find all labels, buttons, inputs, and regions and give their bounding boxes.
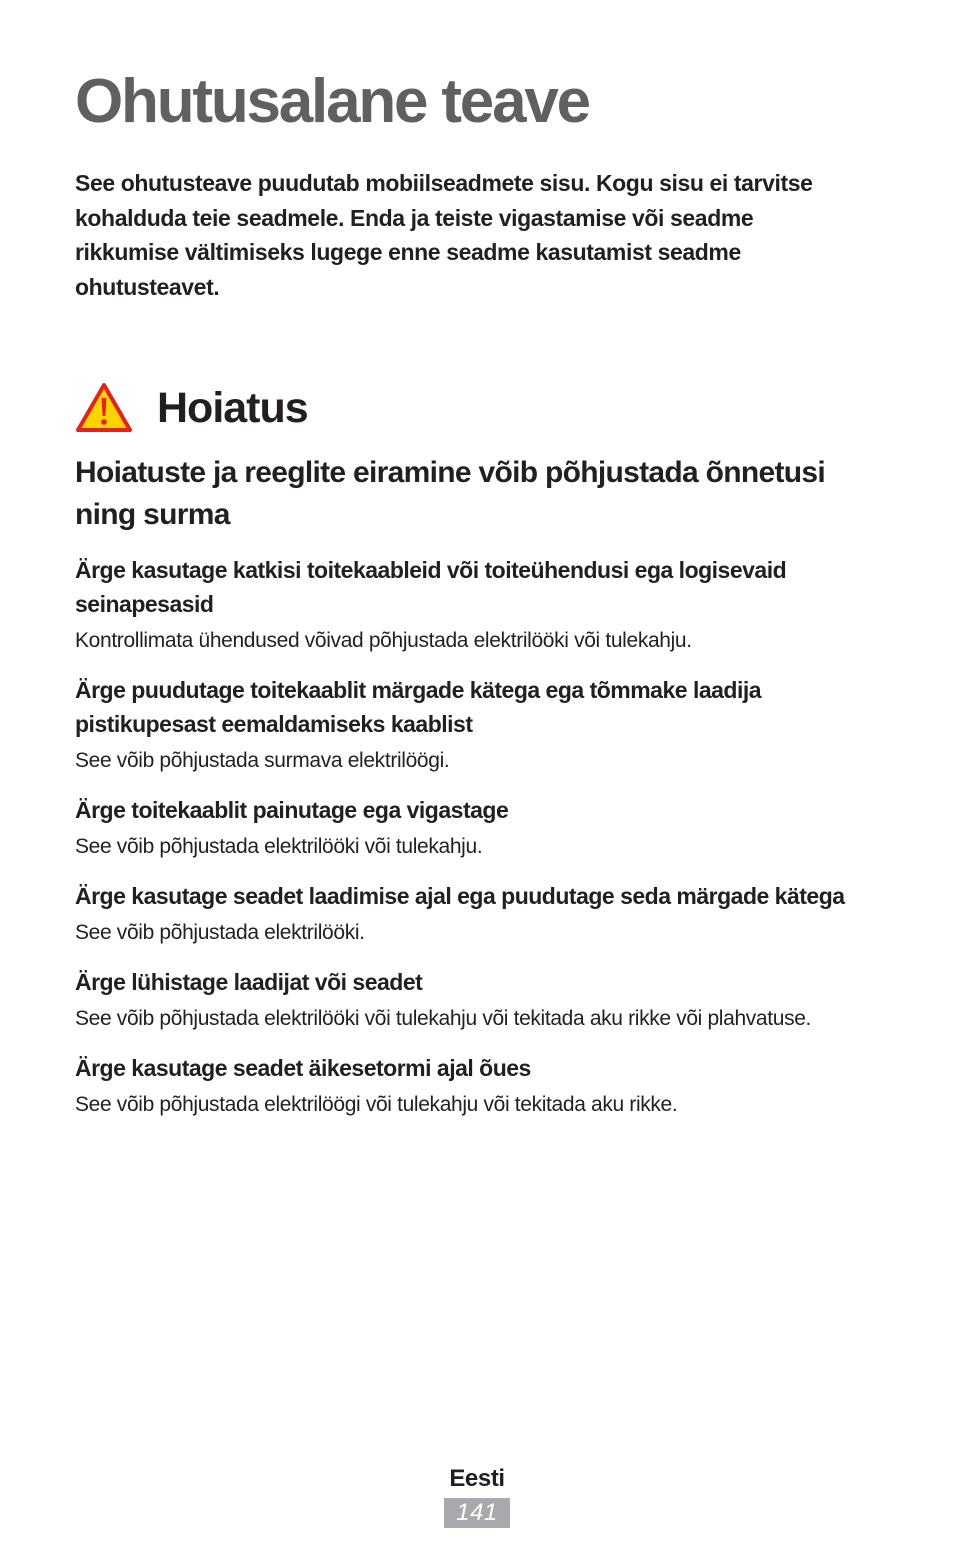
warning-item bbox=[75, 553, 875, 656]
warning-text: See võib põhjustada surmava elektrilöögi. bbox=[75, 749, 450, 772]
warning-text: Kontrollimata ühendused võivad põhjustada elektrilööki või tulekahju. bbox=[75, 629, 692, 652]
warning-triangle-icon bbox=[75, 382, 133, 434]
intro-paragraph: See ohutusteave puudutab mobiilseadmete sisu. Kogu sisu ei tarvitse kohalduda teie seadmele. Enda ja teiste vigastamise või seadme rikkumise vältimiseks lugege enne seadme kasutamist seadme ohutusteavet. bbox=[75, 170, 813, 300]
warning-item bbox=[75, 965, 875, 1034]
warning-text: See võib põhjustada elektrilööki või tulekahju või tekitada aku rikke või plahvatuse. bbox=[75, 1007, 812, 1030]
warning-heading: Ärge kasutage katkisi toitekaableid või toiteühendusi ega logisevaid seinapesasid bbox=[75, 557, 787, 617]
warning-heading: Ärge lühistage laadijat või seadet bbox=[75, 969, 423, 995]
footer-language: Eesti bbox=[449, 1465, 505, 1492]
section-subtitle: Hoiatuste ja reeglite eiramine võib põhjustada õnnetusi ning surma bbox=[75, 456, 825, 531]
warning-item bbox=[75, 673, 875, 776]
section-title: Hoiatus bbox=[157, 384, 308, 432]
warning-heading: Ärge toitekaablit painutage ega vigastage bbox=[75, 797, 509, 823]
warning-heading: Ärge puudutage toitekaablit märgade kätega ega tõmmake laadija pistikupesast eemaldamiseks kaablist bbox=[75, 677, 762, 737]
section-header bbox=[75, 378, 308, 438]
warning-item bbox=[75, 879, 875, 948]
warning-heading: Ärge kasutage seadet äikesetormi ajal õues bbox=[75, 1055, 531, 1081]
warning-text: See võib põhjustada elektrilöögi või tulekahju või tekitada aku rikke. bbox=[75, 1093, 678, 1116]
warning-text: See võib põhjustada elektrilööki. bbox=[75, 921, 365, 944]
warning-heading: Ärge kasutage seadet laadimise ajal ega puudutage seda märgade kätega bbox=[75, 883, 845, 909]
warning-item bbox=[75, 1051, 875, 1120]
warning-item bbox=[75, 793, 875, 862]
page-title: Ohutusalane teave bbox=[75, 67, 589, 136]
page-footer bbox=[0, 1462, 954, 1528]
warning-text: See võib põhjustada elektrilööki või tulekahju. bbox=[75, 835, 483, 858]
page-number-badge: 141 bbox=[444, 1498, 510, 1528]
warning-list bbox=[75, 553, 875, 1137]
